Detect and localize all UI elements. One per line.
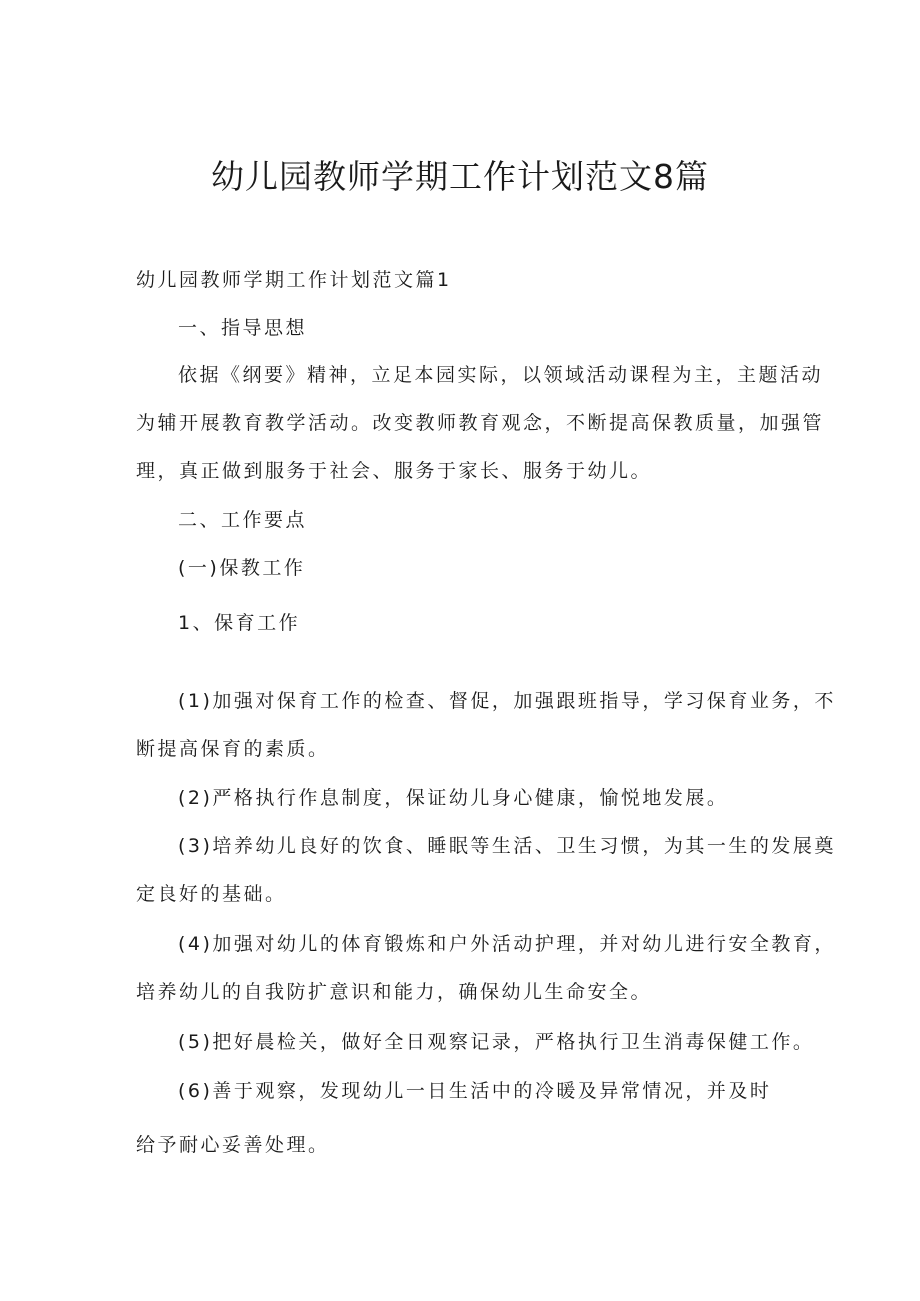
document-subtitle: 幼儿园教师学期工作计划范文篇1 (136, 269, 452, 291)
list-item: (6)善于观察，发现幼儿一日生活中的冷暖及异常情况，并及时 (178, 1080, 772, 1102)
paragraph-line: 依据《纲要》精神，立足本园实际，以领域活动课程为主，主题活动 (178, 364, 824, 386)
list-item: (5)把好晨检关，做好全日观察记录，严格执行卫生消毒保健工作。 (178, 1031, 815, 1053)
list-item: (3)培养幼儿良好的饮食、睡眠等生活、卫生习惯，为其一生的发展奠 (178, 835, 836, 857)
paragraph-line: 为辅开展教育教学活动。改变教师教育观念，不断提高保教质量，加强管 (136, 412, 825, 434)
list-item: (2)严格执行作息制度，保证幼儿身心健康，愉悦地发展。 (178, 787, 729, 809)
paragraph-line: 理，真正做到服务于社会、服务于家长、服务于幼儿。 (136, 460, 653, 482)
list-item-continuation: 断提高保育的素质。 (136, 738, 330, 760)
list-item-continuation: 培养幼儿的自我防扩意识和能力，确保幼儿生命安全。 (136, 981, 653, 1003)
list-item-continuation: 给予耐心妥善处理。 (136, 1134, 330, 1156)
subsection-heading-childcare: (一)保教工作 (178, 557, 306, 579)
list-item: (1)加强对保育工作的检查、督促，加强跟班指导，学习保育业务，不 (178, 690, 836, 712)
list-item: (4)加强对幼儿的体育锻炼和户外活动护理，并对幼儿进行安全教育， (178, 933, 836, 955)
section-heading-guiding-idea: 一、指导思想 (178, 317, 308, 339)
list-item-continuation: 定良好的基础。 (136, 883, 287, 905)
section-heading-work-points: 二、工作要点 (178, 509, 308, 531)
item-heading-care-work: 1、保育工作 (178, 612, 301, 634)
document-title: 幼儿园教师学期工作计划范文8篇 (211, 157, 709, 196)
